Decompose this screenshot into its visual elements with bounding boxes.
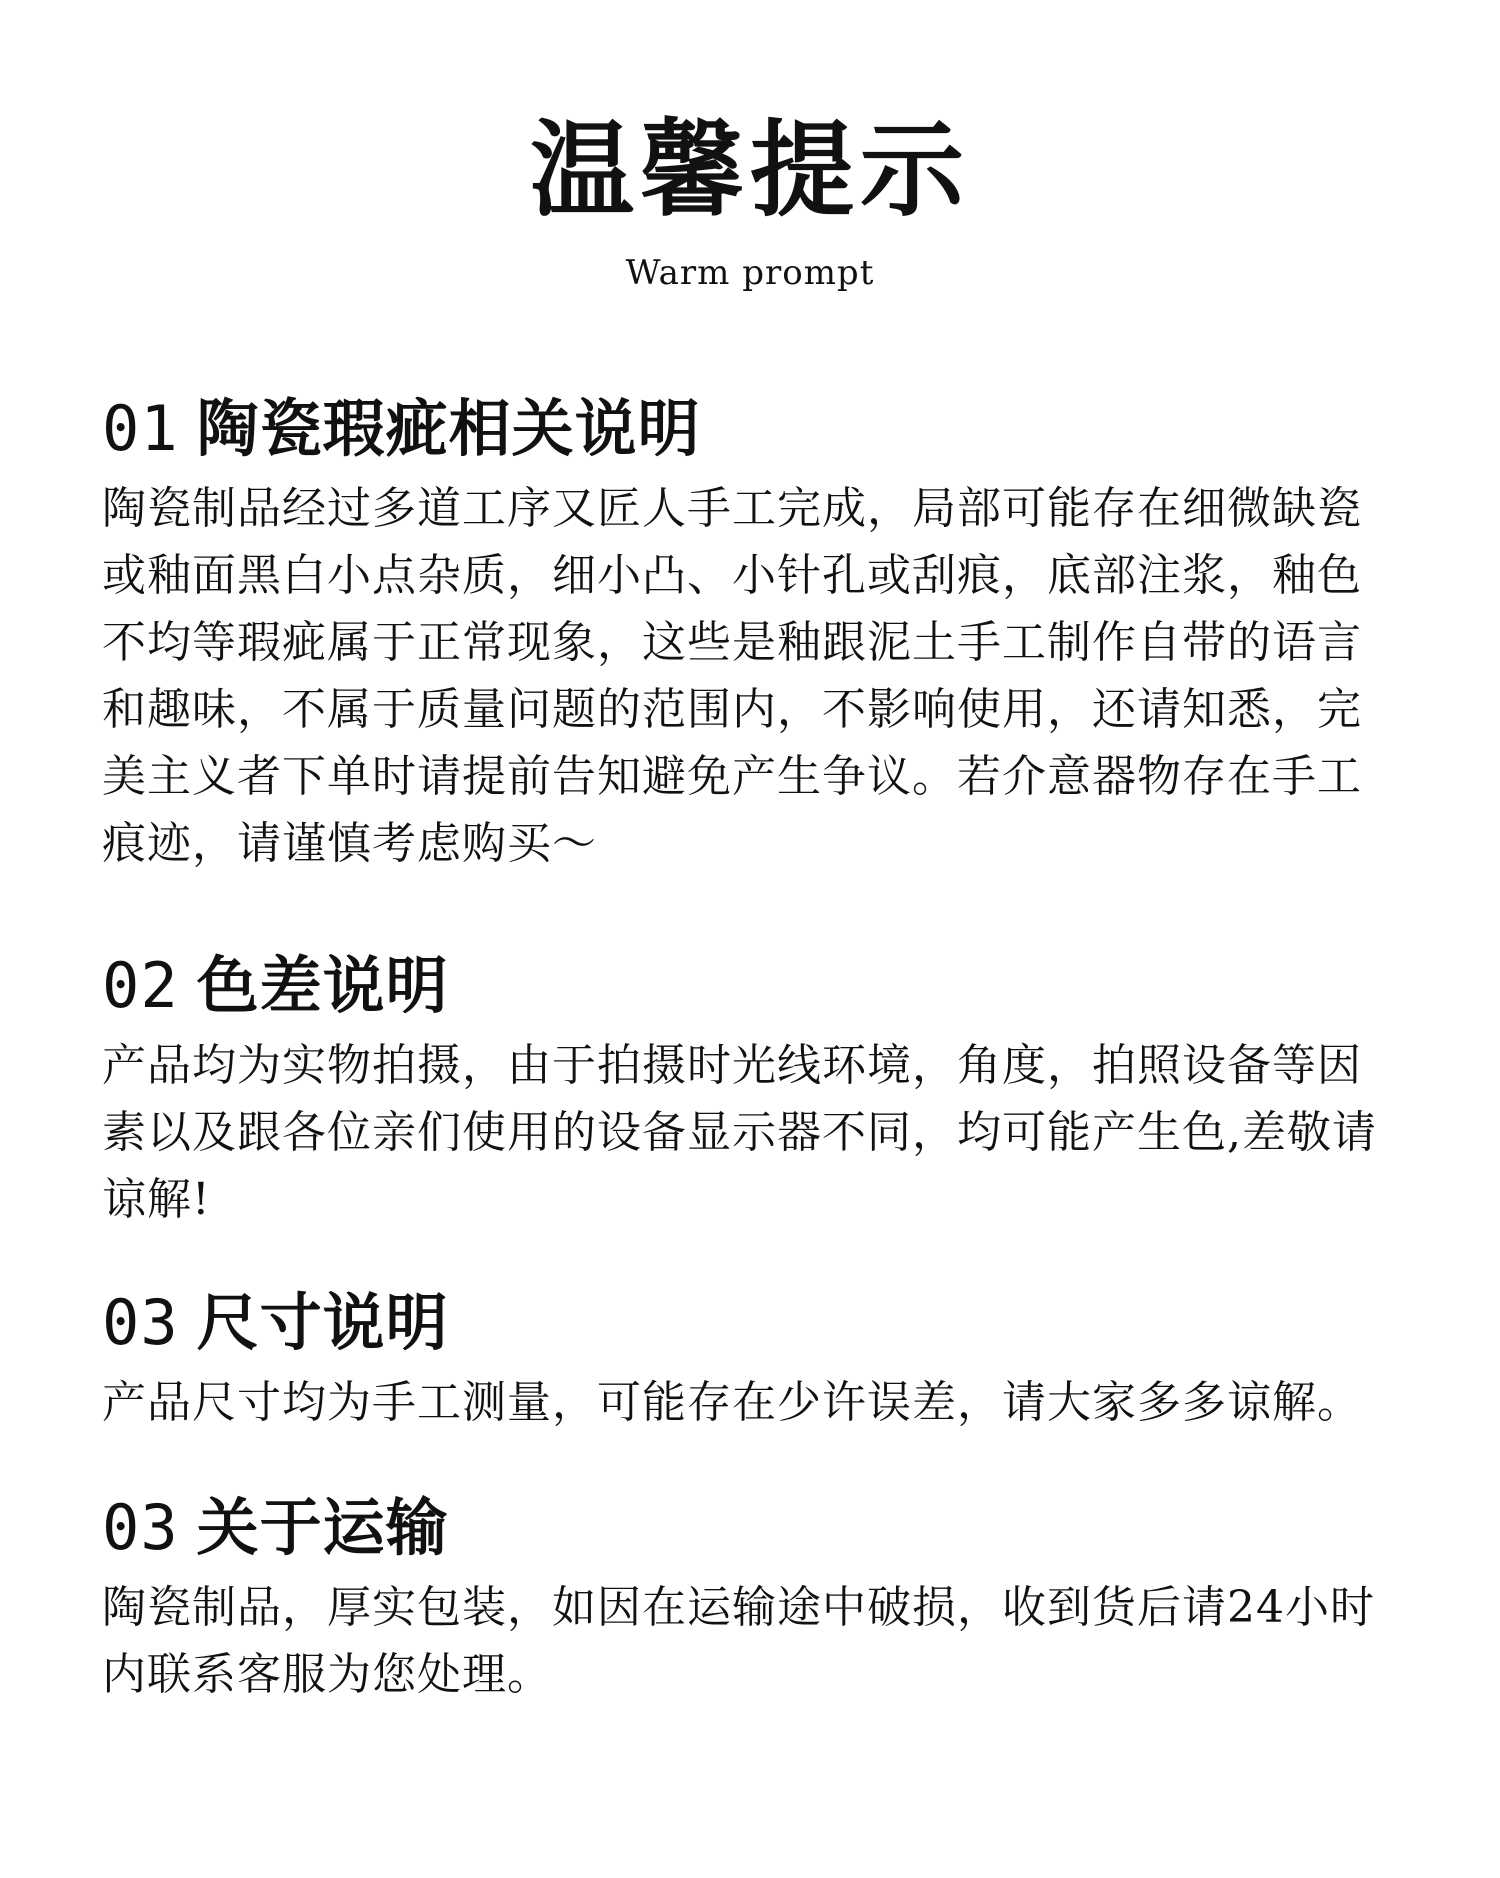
section-body: 产品均为实物拍摄，由于拍摄时光线环境，角度，拍照设备等因素以及跟各位亲们使用的设备显示器不同，均可能产生色,差敬请谅解! xyxy=(102,1040,1377,1226)
section-title: 尺寸说明 xyxy=(196,1286,449,1359)
section-number: 03 xyxy=(102,1286,179,1359)
page-title: 温馨提示 xyxy=(529,108,970,231)
section-number: 01 xyxy=(102,392,179,465)
section-heading xyxy=(102,1491,1402,1564)
header xyxy=(0,108,1500,293)
section-shipping xyxy=(102,1491,1402,1708)
section-size xyxy=(102,1286,1402,1436)
section-body: 产品尺寸均为手工测量，可能存在少许误差，请大家多多谅解。 xyxy=(102,1377,1362,1429)
section-color-difference xyxy=(102,949,1402,1233)
section-title: 色差说明 xyxy=(196,949,449,1022)
section-body: 陶瓷制品，厚实包装，如因在运输途中破损，收到货后请24小时内联系客服为您处理。 xyxy=(102,1582,1375,1701)
section-title: 陶瓷瑕疵相关说明 xyxy=(196,392,701,465)
section-number: 02 xyxy=(102,949,179,1022)
section-ceramic-flaws xyxy=(102,392,1402,877)
section-number: 03 xyxy=(102,1491,179,1564)
section-heading xyxy=(102,392,1402,465)
section-heading xyxy=(102,949,1402,1022)
section-heading xyxy=(102,1286,1402,1359)
page-subtitle: Warm prompt xyxy=(625,253,875,293)
section-body: 陶瓷制品经过多道工序又匠人手工完成，局部可能存在细微缺瓷或釉面黑白小点杂质，细小凸、小针孔或刮痕，底部注浆，釉色不均等瑕疵属于正常现象，这些是釉跟泥土手工制作自带的语言和趣味，不属于质量问题的范围内，不影响使用，还请知悉，完美主义者下单时请提前告知避免产生争议。若介意器物存在手工痕迹，请谨慎考虑购买～ xyxy=(102,483,1362,870)
section-title: 关于运输 xyxy=(196,1491,449,1564)
